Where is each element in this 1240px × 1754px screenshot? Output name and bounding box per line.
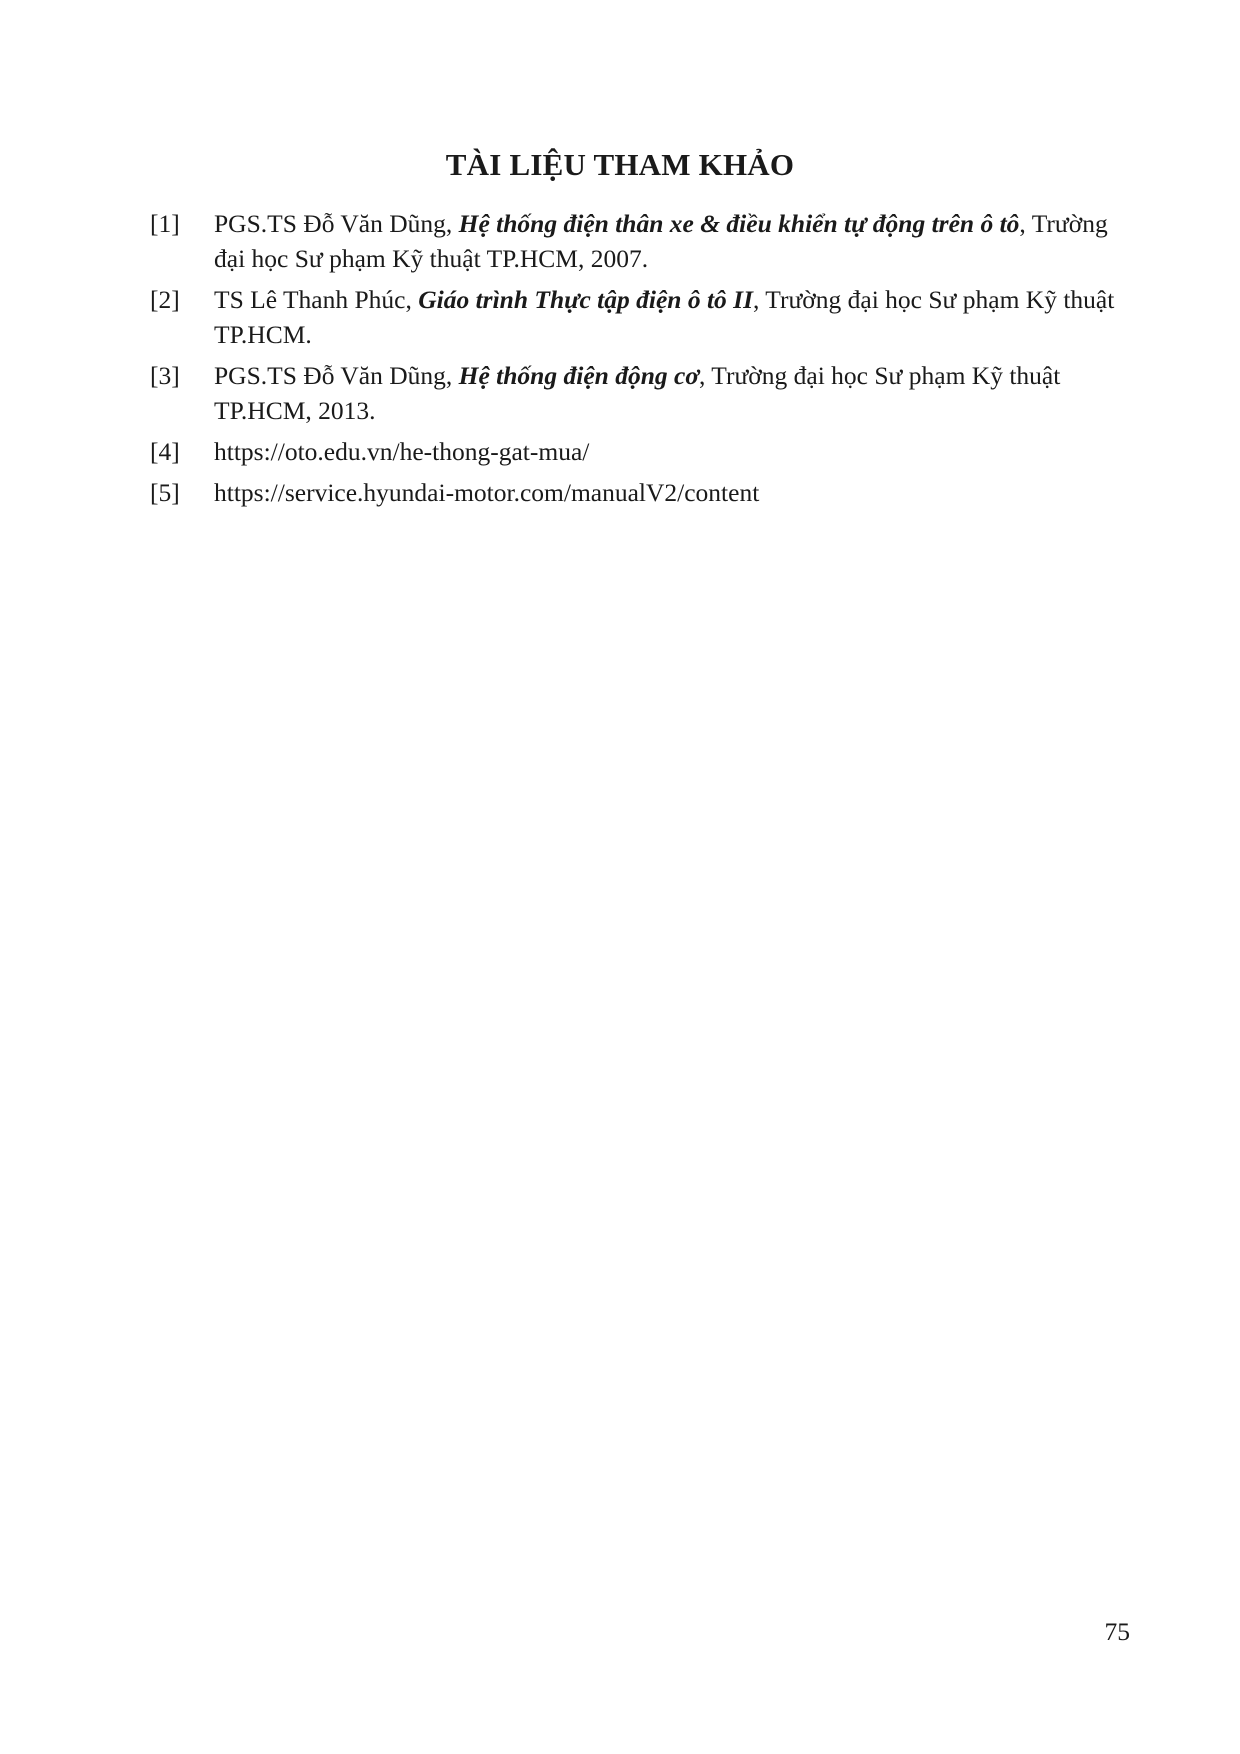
reference-author: PGS.TS Đỗ Văn Dũng, xyxy=(214,209,459,238)
reference-number: [1] xyxy=(150,209,180,238)
reference-item-3 xyxy=(150,358,1125,428)
reference-title: Hệ thống điện thân xe & điều khiển tự động trên ô tô xyxy=(458,209,1020,238)
reference-url[interactable]: https://oto.edu.vn/he-thong-gat-mua/ xyxy=(214,437,590,466)
reference-number: [2] xyxy=(150,285,180,314)
reference-text xyxy=(214,282,1125,352)
page-number: 75 xyxy=(1104,1617,1130,1646)
reference-publisher: , Trường đại học Sư phạm Kỹ thuật TP.HCM, 2013. xyxy=(214,361,1061,425)
reference-number: [4] xyxy=(150,437,180,466)
page-title: TÀI LIỆU THAM KHẢO xyxy=(445,147,795,182)
reference-url[interactable]: https://service.hyundai-motor.com/manualV2/content xyxy=(214,478,760,507)
reference-author: PGS.TS Đỗ Văn Dũng, xyxy=(214,361,459,390)
reference-number: [5] xyxy=(150,478,180,507)
reference-item-5 xyxy=(150,475,1125,510)
reference-list xyxy=(150,206,1125,516)
reference-publisher: , Trường đại học Sư phạm Kỹ thuật TP.HCM, 2007. xyxy=(214,209,1108,273)
reference-publisher: , Trường đại học Sư phạm Kỹ thuật TP.HCM. xyxy=(214,285,1115,349)
reference-text xyxy=(214,206,1125,276)
reference-item-4 xyxy=(150,434,1125,469)
reference-title: Giáo trình Thực tập điện ô tô II xyxy=(418,285,754,314)
reference-title: Hệ thống điện động cơ xyxy=(458,361,700,390)
reference-author: TS Lê Thanh Phúc, xyxy=(214,285,419,314)
reference-item-2 xyxy=(150,282,1125,352)
reference-text xyxy=(214,358,1125,428)
reference-item-1 xyxy=(150,206,1125,276)
reference-number: [3] xyxy=(150,361,180,390)
